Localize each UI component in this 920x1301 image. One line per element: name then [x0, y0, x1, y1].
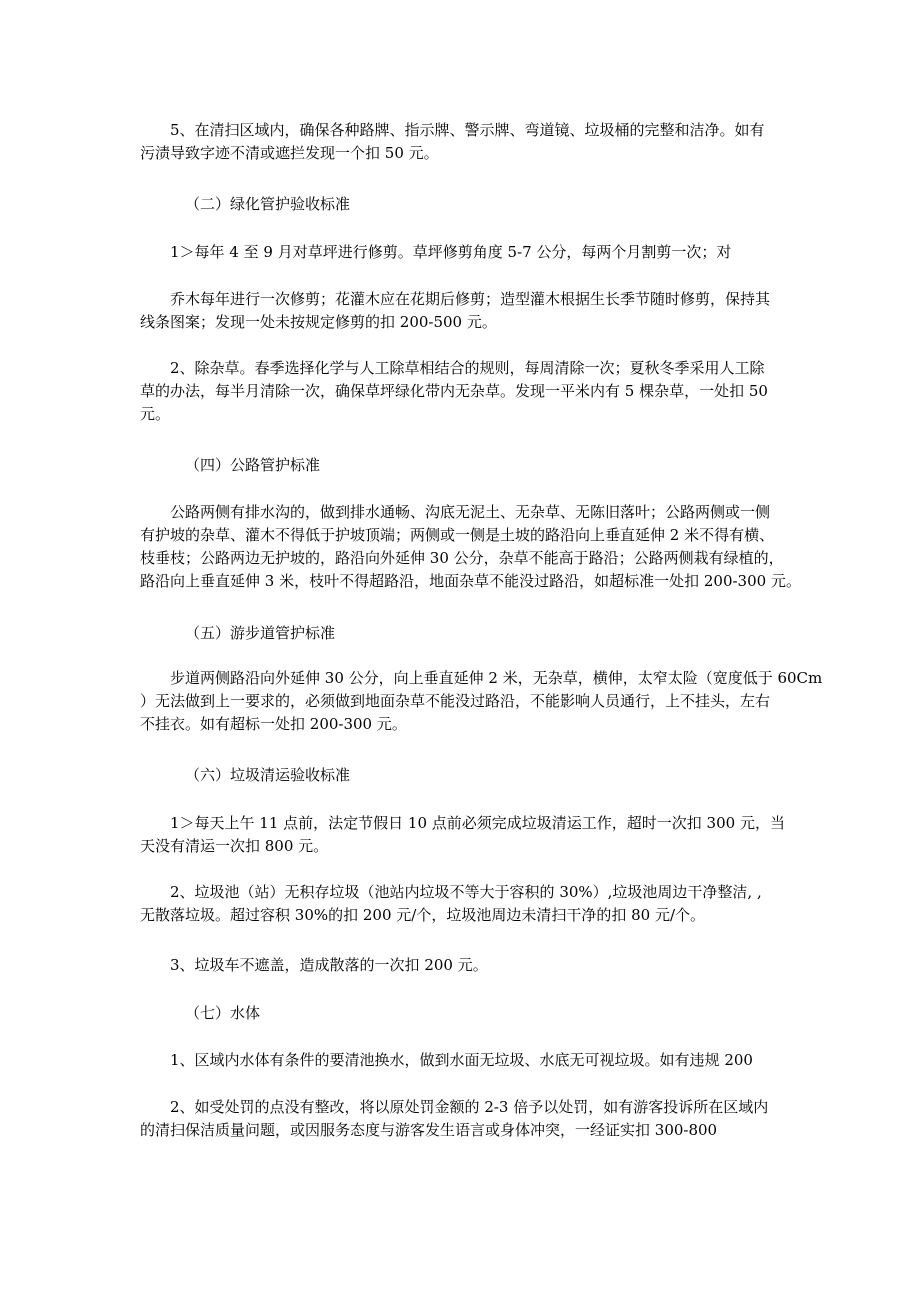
heading-greening: （二）绿化管护验收标准	[185, 195, 351, 213]
line: ）无法做到上一要求的，必须做到地面杂草不能没过路沿，不能影响人员通行，上不挂头，左右	[140, 692, 771, 710]
line: 1、区域内水体有条件的要清池换水，做到水面无垃圾、水底无可视垃圾。如有违规 200	[170, 1051, 753, 1069]
line: 3、垃圾车不遮盖，造成散落的一次扣 200 元。	[170, 956, 488, 974]
line: 草的办法，每半月清除一次，确保草坪绿化带内无杂草。发现一平米内有 5 棵杂草，一处扣 50	[140, 382, 768, 400]
line: 1＞每天上午 11 点前，法定节假日 10 点前必须完成垃圾清运工作，超时一次扣 300 元，当	[170, 814, 785, 832]
heading-garbage: （六）垃圾清运验收标准	[185, 766, 351, 784]
paragraph-tree-pruning	[140, 288, 792, 334]
line: 无散落垃圾。超过容积 30%的扣 200 元/个，垃圾池周边未清扫干净的扣 80 元/个。	[140, 906, 706, 924]
paragraph-signage	[140, 119, 792, 165]
line: 乔木每年进行一次修剪；花灌木应在花期后修剪；造型灌木根据生长季节随时修剪，保持其	[170, 290, 771, 308]
line: 2、如受处罚的点没有整改，将以原处罚金额的 2-3 倍予以处罚，如有游客投诉所在区域内	[170, 1098, 769, 1116]
line: 2、除杂草。春季选择化学与人工除草相结合的规则，每周清除一次；夏秋冬季采用人工除	[170, 359, 765, 377]
paragraph-trail	[140, 667, 823, 736]
line: 污渍导致字迹不清或遮拦发现一个扣 50 元。	[140, 144, 439, 162]
line: 线条图案；发现一处未按规定修剪的扣 200-500 元。	[140, 313, 497, 331]
line: 元。	[140, 405, 171, 423]
paragraph-lawn-mowing	[140, 241, 792, 264]
paragraph-highway	[140, 501, 801, 593]
heading-trail: （五）游步道管护标准	[185, 624, 336, 642]
heading-water: （七）水体	[185, 1004, 261, 1022]
line: 步道两侧路沿向外延伸 30 公分，向上垂直延伸 2 米，无杂草，横伸，太窄太险（宽度低于 60Cm	[170, 669, 823, 687]
line: 不挂衣。如有超标一处扣 200-300 元。	[140, 715, 407, 733]
line: 的清扫保洁质量问题，或因服务态度与游客发生语言或身体冲突，一经证实扣 300-800	[140, 1121, 718, 1139]
paragraph-penalty	[140, 1096, 792, 1142]
line: 路沿向上垂直延伸 3 米，枝叶不得超路沿，地面杂草不能没过路沿，如超标准一处扣 200-300 元。	[140, 572, 801, 590]
paragraph-garbage-time	[140, 812, 792, 858]
line: 天没有清运一次扣 800 元。	[140, 837, 329, 855]
paragraph-water	[140, 1049, 792, 1072]
paragraph-garbage-station	[140, 881, 792, 927]
line: 5、在清扫区域内，确保各种路牌、指示牌、警示牌、弯道镜、垃圾桶的完整和洁净。如有	[170, 121, 765, 139]
paragraph-weeding	[140, 357, 792, 426]
line: 公路两侧有排水沟的，做到排水通畅、沟底无泥土、无杂草、无陈旧落叶；公路两侧或一侧	[170, 503, 771, 521]
line: 枝垂枝；公路两边无护坡的，路沿向外延伸 30 公分，杂草不能高于路沿；公路两侧栽有绿植的，	[140, 549, 784, 567]
line: 1＞每年 4 至 9 月对草坪进行修剪。草坪修剪角度 5-7 公分，每两个月割剪一次；对	[170, 243, 732, 261]
line: 2、垃圾池（站）无积存垃圾（池站内垃圾不等大于容积的 30%）,垃圾池周边干净整洁, ,	[170, 883, 762, 901]
paragraph-garbage-truck	[140, 954, 792, 977]
line: 有护坡的杂草、灌木不得低于护坡顶端；两侧或一侧是土坡的路沿向上垂直延伸 2 米不得有横、	[140, 526, 775, 544]
heading-highway: （四）公路管护标准	[185, 456, 321, 474]
